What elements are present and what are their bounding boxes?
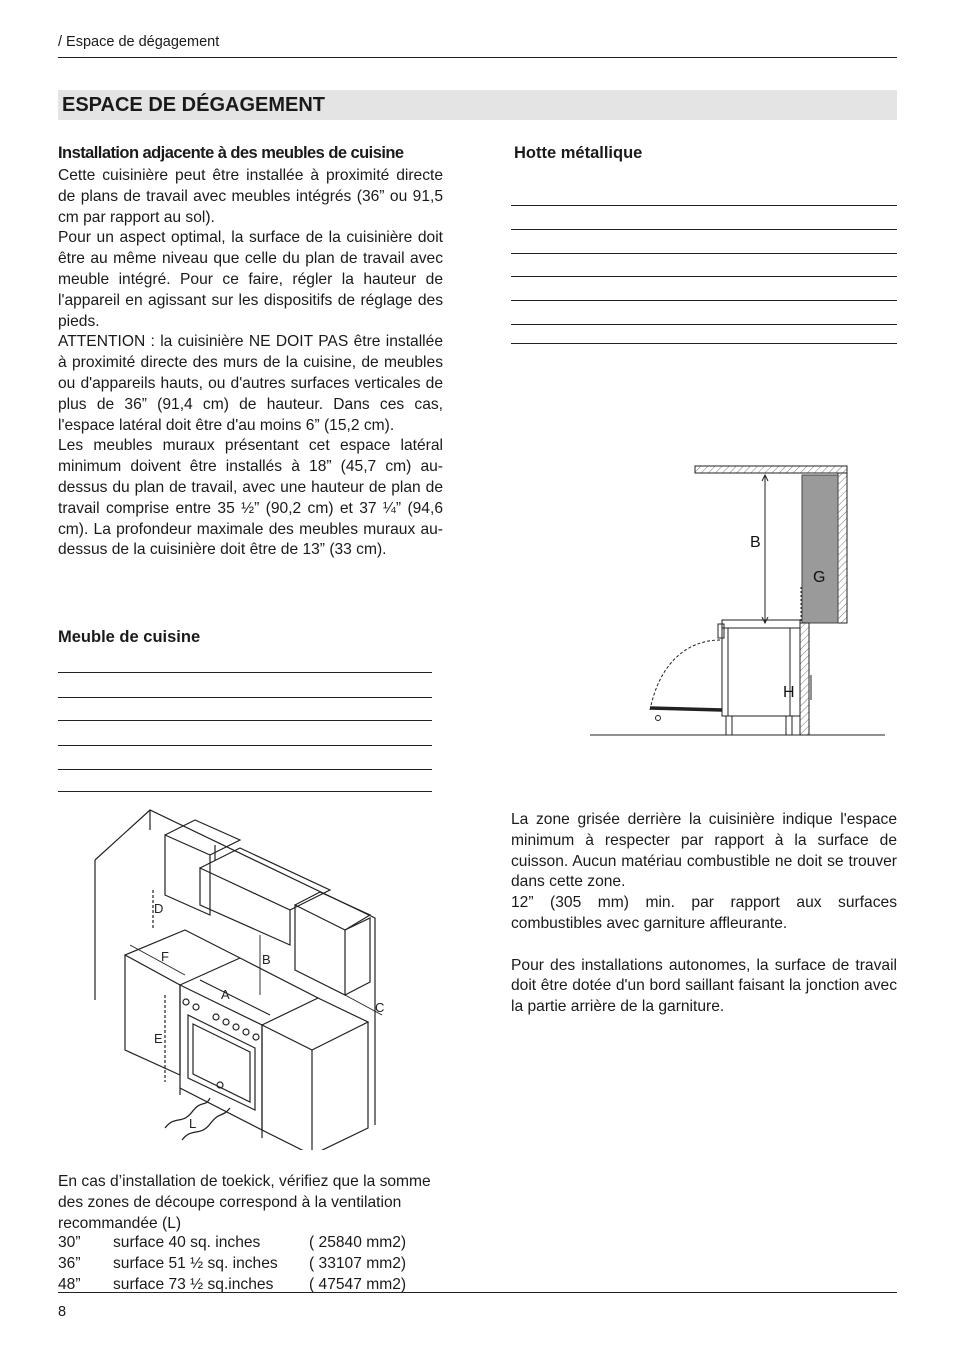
blank-line [511,343,897,344]
side-label-h: H [783,684,795,701]
installation-paragraph: Pour un aspect optimal, la surface de la cuisinière doit être au même niveau que celle du plan de travail avec meuble intégré. Pour ce faire, régler la hauteur de l'appareil en agissant sur les dispositifs de réglage des pieds. [58,229,443,330]
blank-line [511,276,897,277]
toekick-text [58,1172,438,1234]
cabinet-heading: Meuble de cuisine [58,628,201,646]
vent-surface: surface 40 sq. inches [113,1234,261,1251]
blank-line [58,791,432,792]
blank-line [511,229,897,230]
vent-size: 30” [58,1234,81,1251]
blank-line [511,300,897,301]
installation-text [58,166,443,561]
section-title: ESPACE DE DÉGAGEMENT [62,94,325,116]
vent-surface: surface 51 ½ sq. inches [113,1254,278,1272]
blank-line [511,324,897,325]
kitchen-label-c: C [375,1000,385,1015]
installation-heading: Installation adjacente à des meubles de cuisine [58,144,404,162]
blank-line [58,697,432,698]
clearance-paragraph: La zone grisée derrière la cuisinière indique l'espace minimum à respecter par rapport à la surface de cuisson. Aucun matériau combustible ne doit se trouver dans cette zone. [511,811,897,891]
blank-line [511,205,897,206]
blank-line [511,253,897,254]
clearance-paragraph: 12” (305 mm) min. par rapport aux surfaces combustibles avec garniture affleurante. [511,894,897,932]
kitchen-label-e: E [154,1031,163,1046]
running-head: / Espace de dégagement [58,34,220,50]
vent-mm: ( 25840 mm2) [309,1234,407,1251]
kitchen-diagram-labels [90,805,390,1150]
clearance-notes [511,810,897,1018]
clearance-paragraph: Pour des installations autonomes, la surface de travail doit être dotée d'un bord saillant faisant la jonction avec la partie arrière de la garniture. [511,956,897,1016]
vent-mm: ( 33107 mm2) [309,1254,407,1272]
vent-surface: surface 73 ½ sq.inches [113,1275,274,1293]
ventilation-row [58,1254,406,1275]
vent-size: 48” [58,1275,81,1293]
hood-heading: Hotte métallique [514,144,643,162]
ventilation-table [58,1233,406,1295]
blank-line [58,745,432,746]
side-diagram-labels [585,460,890,745]
kitchen-label-l: L [189,1116,197,1131]
side-label-b: B [750,534,761,551]
kitchen-label-f: F [161,949,169,964]
side-label-g: G [813,569,826,586]
header-rule [58,57,897,58]
vent-mm: ( 47547 mm2) [309,1275,407,1293]
kitchen-label-d: D [154,901,164,916]
blank-line [58,769,432,770]
kitchen-label-a: A [221,987,230,1002]
toekick-paragraph: En cas d’installation de toekick, vérifiez que la somme des zones de découpe correspond à la ventilation recommandée (L) [58,1173,431,1232]
kitchen-label-b: B [262,952,271,967]
page-number: 8 [58,1304,67,1320]
footer-rule [58,1292,897,1293]
ventilation-row [58,1233,406,1254]
vent-size: 36” [58,1254,81,1272]
installation-paragraph: Les meubles muraux présentant cet espace latéral minimum doivent être installés à 18” (45,7 cm) au-dessus du plan de travail, avec une hauteur de plan de travail comprise entre 35 ½” (90,2 cm) et 37 ¼” (94,6 cm). La profondeur maximale des meubles muraux au-dessus de la cuisinière doit être de 13” (33 cm). [58,437,443,559]
blank-line [58,672,432,673]
blank-line [58,720,432,721]
installation-paragraph: ATTENTION : la cuisinière NE DOIT PAS être installée à proximité directe des murs de la cuisine, de meubles ou d'appareils hauts, ou d'autres surfaces verticales de plus de 36” (91,4 cm) de hauteur. Dans ces cas, l'espace latéral doit être d'au moins 6” (15,2 cm). [58,333,443,434]
installation-paragraph: Cette cuisinière peut être installée à proximité directe de plans de travail avec meubles intégrés (36” ou 91,5 cm par rapport au sol). [58,167,443,226]
